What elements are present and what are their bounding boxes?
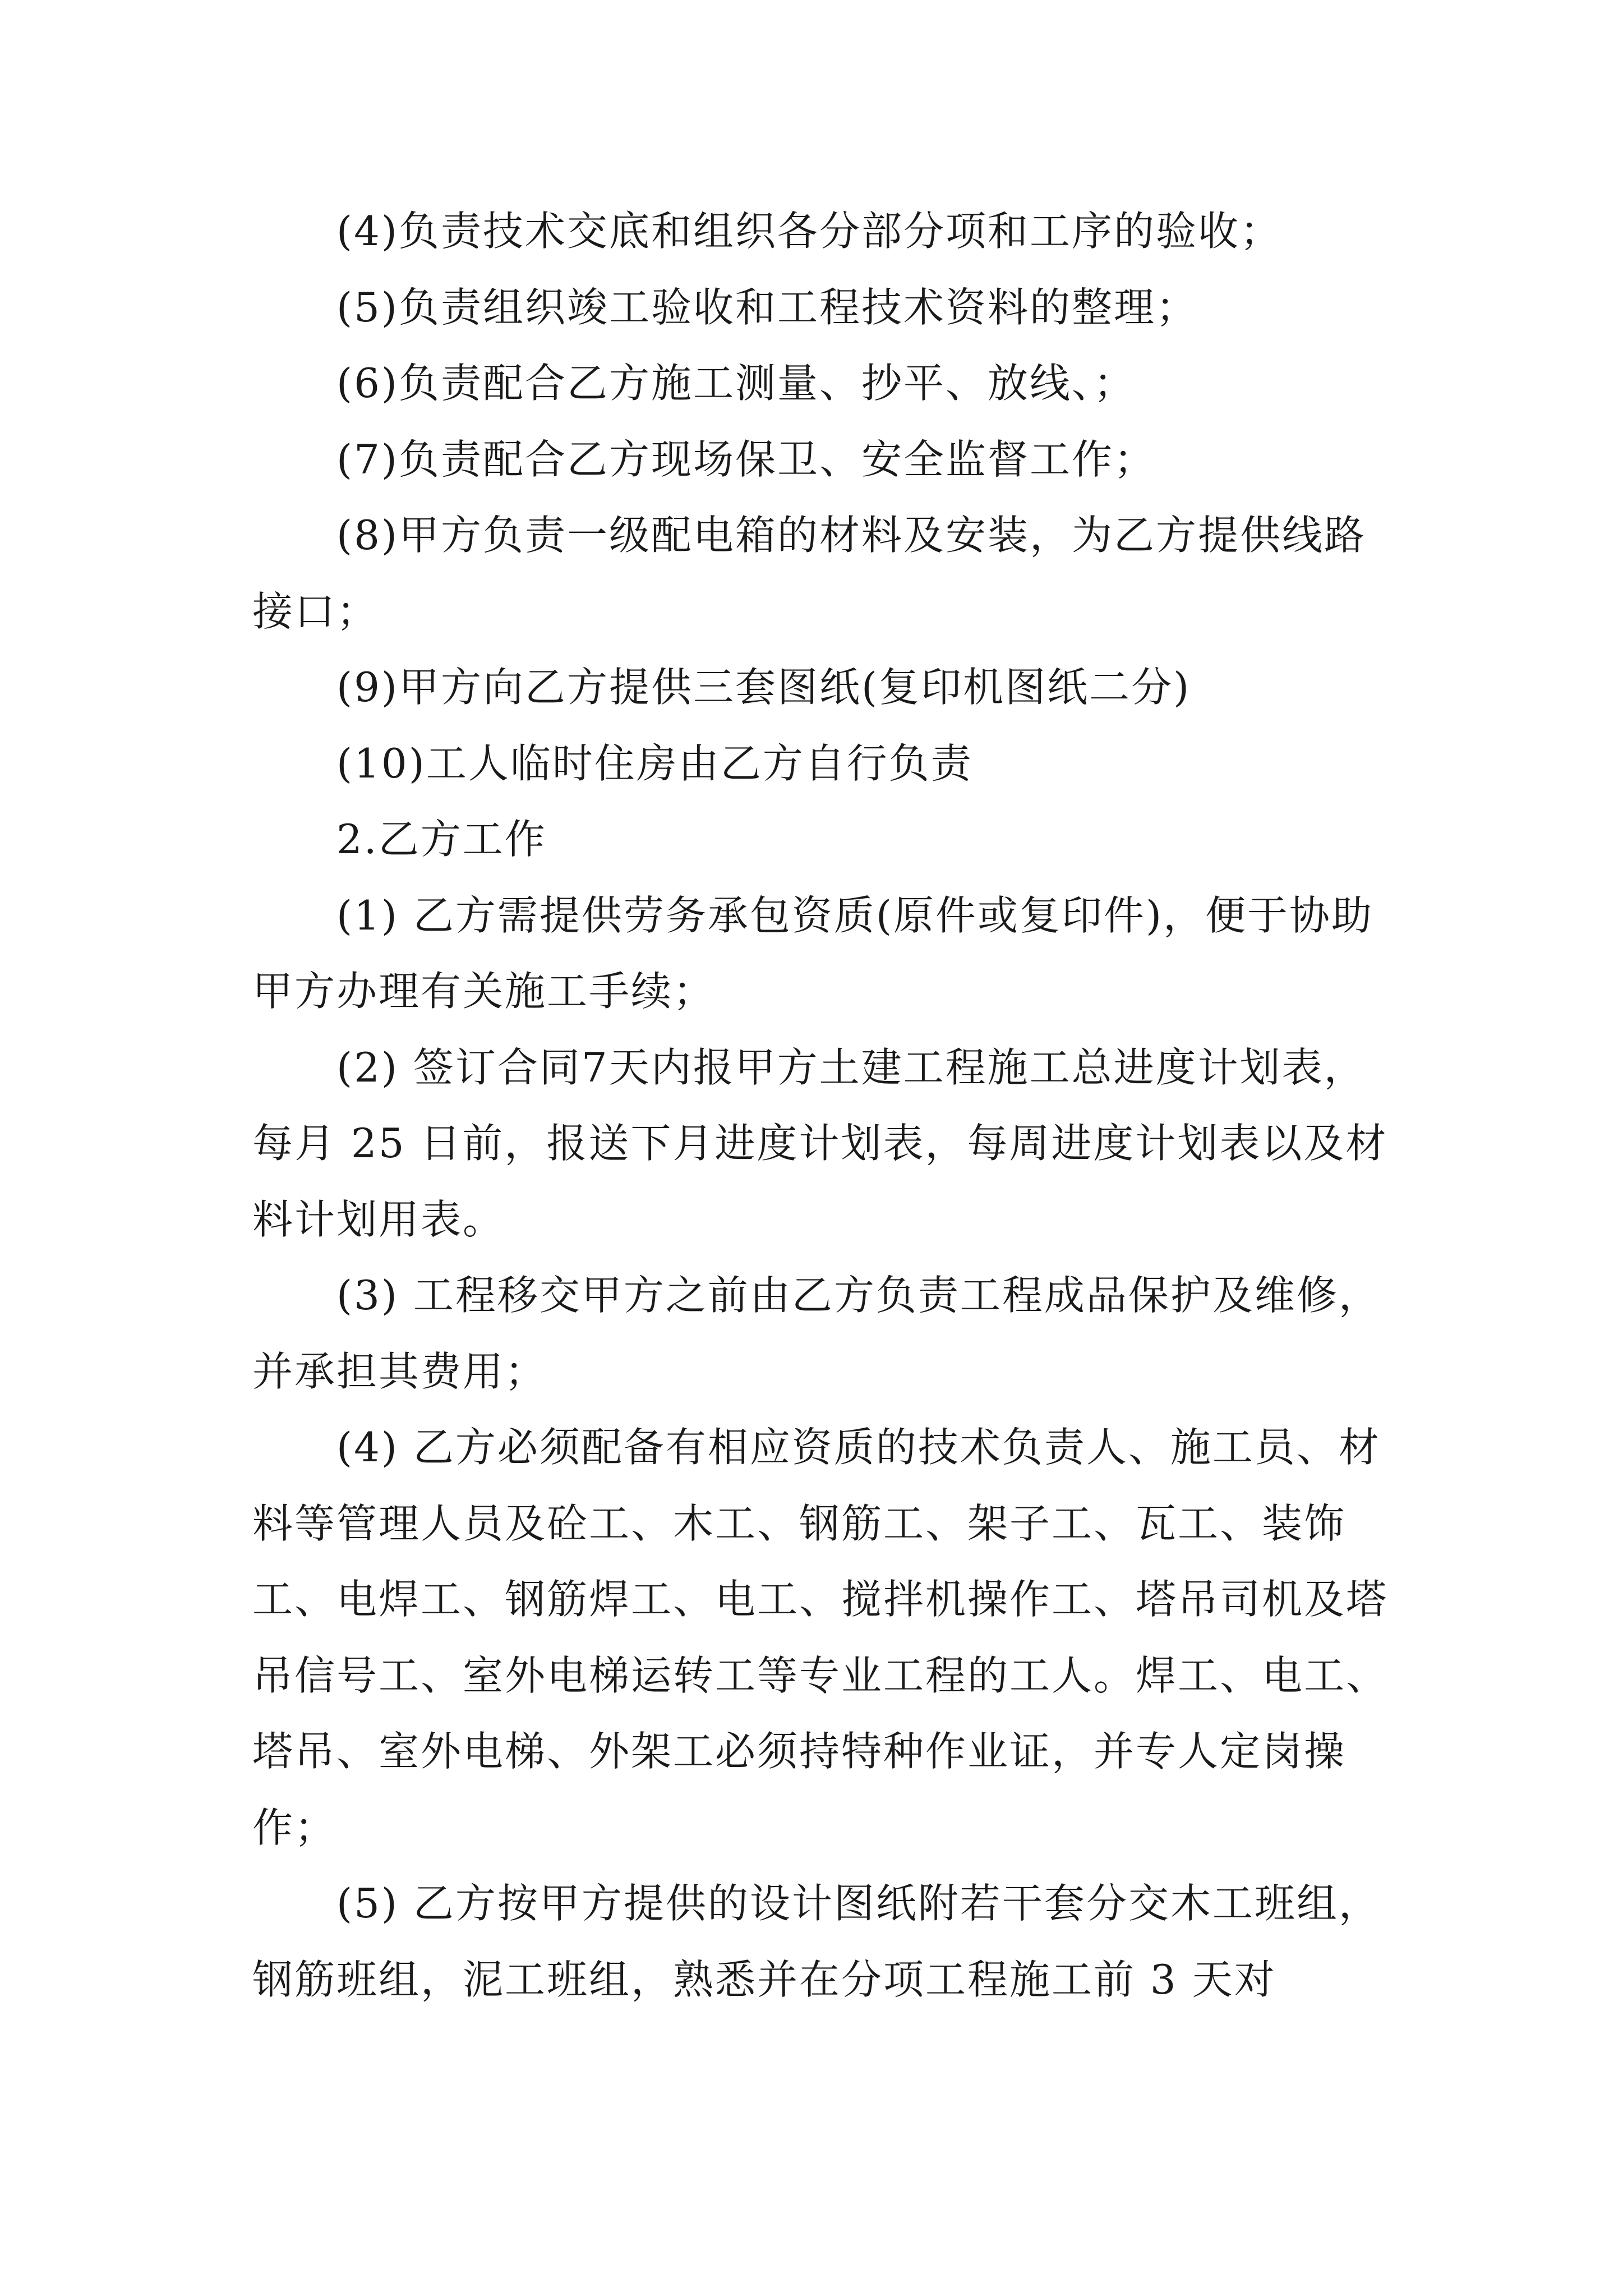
paragraph-b-item-5: (5) 乙方按甲方提供的设计图纸附若干套分交木工班组，钢筋班组，泥工班组，熟悉并在分项工程施工前 3 天对: [252, 1880, 1381, 2003]
paragraph-item-10-duty: (10)工人临时住房由乙方自行负责: [336, 739, 973, 787]
document-body: [252, 194, 1391, 2018]
paragraph-item-8-duty: (8)甲方负责一级配电箱的材料及安装，为乙方提供线路接口；: [252, 512, 1366, 635]
paragraph-b-item-3: (3) 工程移交甲方之前由乙方负责工程成品保护及维修，并承担其费用；: [252, 1272, 1381, 1395]
paragraph-item-4-duty: (4)负责技术交底和组织各分部分项和工序的验收；: [336, 208, 1282, 255]
paragraph-b-item-2: (2) 签订合同7天内报甲方土建工程施工总进度计划表，每月 25 日前，报送下月进度计划表，每周进度计划表以及材料计划用表。: [252, 1043, 1388, 1243]
paragraph-item-9-duty: (9)甲方向乙方提供三套图纸(复印机图纸二分): [336, 664, 1191, 711]
paragraph-item-6-duty: (6)负责配合乙方施工测量、抄平、放线、；: [336, 360, 1136, 407]
paragraph-item-7-duty: (7)负责配合乙方现场保卫、安全监督工作；: [336, 435, 1156, 483]
paragraph-b-item-4: (4) 乙方必须配备有相应资质的技术负责人、施工员、材料等管理人员及砼工、木工、钢筋工、架子工、瓦工、装饰工、电焊工、钢筋焊工、电工、搅拌机操作工、塔吊司机及塔吊信号工、室外电梯运转工等专业工程的工人。焊工、电工、塔吊、室外电梯、外架工必须持特种作业证，并专人定岗操作；: [252, 1424, 1389, 1851]
section-heading-party-b-work: 2.乙方工作: [336, 816, 547, 863]
paragraph-b-item-1: (1) 乙方需提供劳务承包资质(原件或复印件)，便于协助甲方办理有关施工手续；: [252, 891, 1374, 1015]
paragraph-item-5-duty: (5)负责组织竣工验收和工程技术资料的整理；: [336, 283, 1198, 331]
